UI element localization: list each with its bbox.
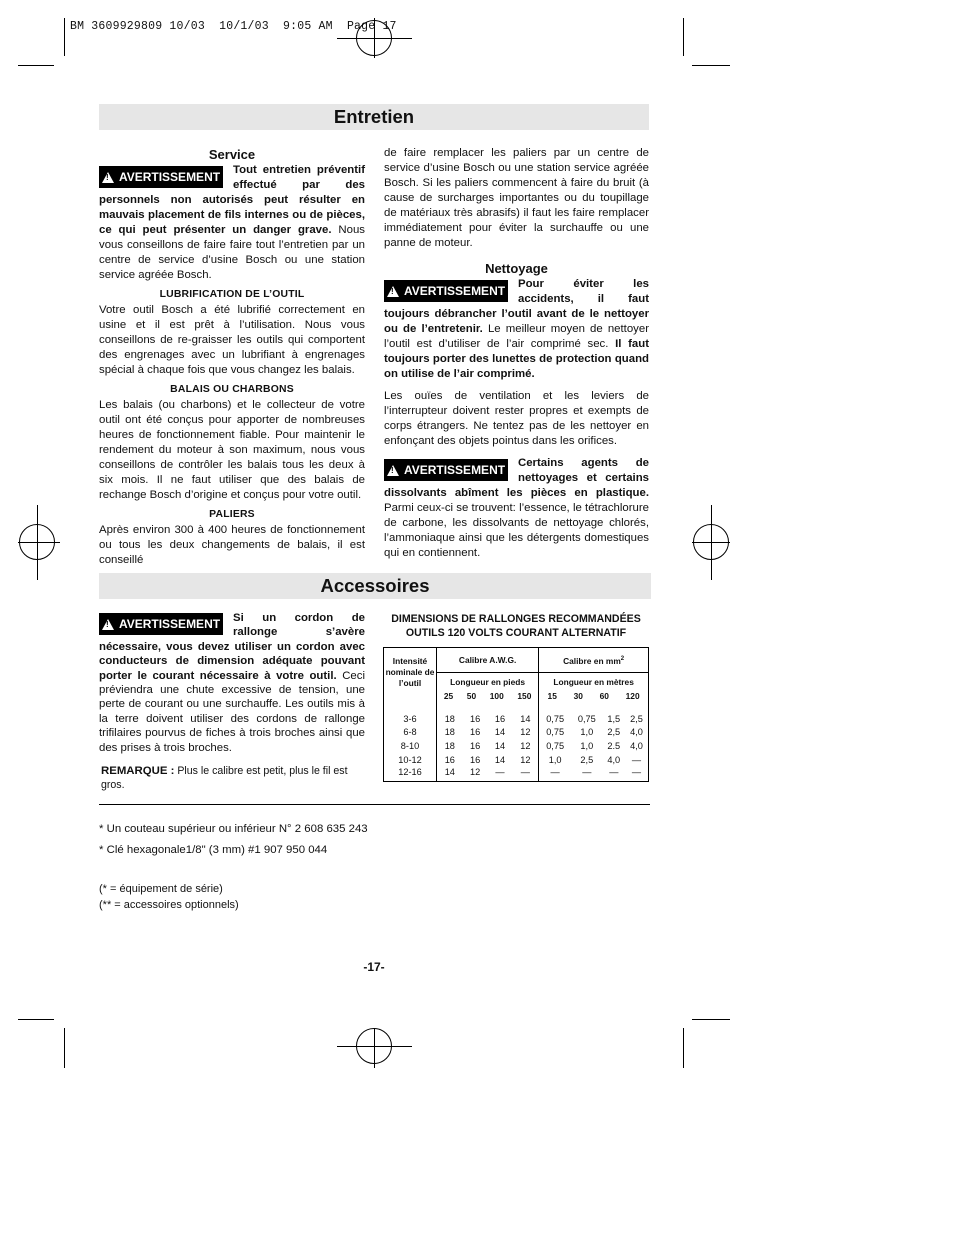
awg-cell: 18: [437, 725, 463, 739]
registration-mark: [356, 20, 392, 56]
crop-mark: [683, 1028, 684, 1068]
mm-cell: 2,5: [580, 754, 594, 765]
meters-header: Longueur en mètres 15 30 60 120: [539, 673, 649, 703]
feet-value: 100: [489, 691, 504, 701]
awg-cell: —: [520, 766, 530, 777]
table-row: [384, 753, 649, 767]
solvent-text: Parmi ceux-ci se trouvent: l’essence, le tétrachlorure de carbone, les dissolvants de nettoyage chlorés, l’ammoniaque ainsi que les détergents domestiques qui en contiennent.: [384, 502, 649, 559]
crop-mark: [692, 1019, 730, 1020]
accessory-item: * Clé hexagonale1/8" (3 mm) #1 907 950 044: [99, 844, 328, 856]
awg-cell: 14: [494, 754, 506, 765]
mm-cell: 4,0: [630, 740, 643, 751]
crop-mark: [692, 65, 730, 66]
mm-cell: —: [631, 766, 642, 777]
awg-cell: 12: [520, 740, 531, 751]
meters-value: 15: [547, 691, 557, 701]
service-heading: Service: [208, 147, 256, 162]
amperage-header: Intensité nominale de l’outil: [385, 656, 435, 688]
meters-value: 60: [599, 691, 609, 701]
crop-mark: [18, 65, 54, 66]
page-number: -17-: [363, 960, 385, 974]
mm-cell: 1,0: [580, 740, 594, 751]
legend-standard: (* = équipement de série): [99, 883, 223, 895]
mm-cell: 2,5: [607, 726, 621, 737]
amperage-cell: 8-10: [400, 740, 420, 751]
nettoyage-vents-text: Les ouïes de ventilation et les leviers de l’interrupteur doivent rester propres et exempts de corps étrangers. Ne tentez pas de les nettoyer en enfonçant des objets pointus dans les orifices.: [384, 390, 649, 447]
accessoires-column: [99, 611, 365, 793]
accessory-item: * Un couteau supérieur ou inférieur N° 2 608 635 243: [99, 823, 368, 835]
mm-cell: 0,75: [539, 703, 571, 725]
awg-cell: 16: [469, 713, 481, 724]
registration-mark: [693, 524, 729, 560]
awg-cell: 16: [469, 754, 481, 765]
table-title-line2: OUTILS 120 VOLTS COURANT ALTERNATIF: [405, 627, 627, 639]
paliers-heading: PALIERS: [209, 509, 255, 520]
section-divider: [99, 804, 650, 805]
table-row: [384, 767, 649, 782]
crop-mark: [64, 18, 65, 56]
extension-cord-table-title: [383, 612, 649, 640]
awg-header: Calibre A.W.G.: [437, 648, 539, 673]
paliers-text: Après environ 300 à 400 heures de fonctionnement ou tous les deux changements de balais, il est conseillé: [99, 524, 365, 566]
feet-value: 150: [517, 691, 532, 701]
mm-cell: 0,75: [577, 713, 596, 724]
awg-cell: 18: [437, 739, 463, 753]
amperage-cell: 6-8: [403, 726, 417, 737]
warning-triangle-icon: [387, 286, 399, 297]
warning-triangle-icon: [387, 465, 399, 476]
warning-triangle-icon: [102, 172, 114, 183]
table-row: [384, 703, 649, 725]
mm-header: Calibre en $mm^2$: [539, 648, 649, 673]
awg-cell: 16: [437, 753, 463, 767]
nettoyage-heading: Nettoyage: [485, 261, 548, 276]
registration-mark: [356, 1028, 392, 1064]
extension-cord-warning-text: Si un cordon de rallonge s’avère nécessaire, vous devez utiliser un cordon avec conducteurs de dimension adéquate pouvant porter le courant nécessaire à votre outil.: [99, 612, 365, 682]
warning-badge: ! AVERTISSEMENT: [384, 280, 508, 302]
awg-cell: 12: [520, 726, 531, 737]
extension-cord-text: Ceci préviendra une chute excessive de tension, une perte de courant ou une surchauffe. Les outils mis à la terre doivent utiliser des cordons de rallonge trifilaires pourvus de fiches à trois broches ainsi que des prises à trois broches.: [99, 669, 365, 754]
awg-cell: 16: [469, 740, 481, 751]
awg-cell: 12: [520, 754, 531, 765]
amperage-cell: 3-6: [403, 713, 417, 724]
awg-cell: 14: [437, 767, 463, 782]
nettoyage-warning-text: Pour éviter les accidents, il faut toujours débrancher l’outil avant de le nettoyer ou de l’entretenir.: [384, 278, 649, 335]
mm-cell: —: [582, 766, 592, 777]
mm-cell: —: [631, 754, 642, 765]
meters-value: 120: [625, 691, 640, 701]
entretien-right-column: [384, 146, 649, 561]
entretien-left-column: [99, 147, 365, 568]
legend-optional: (** = accessoires optionnels): [99, 899, 239, 911]
mm-cell: 2.5: [607, 740, 621, 751]
amperage-cell: 12-16: [398, 766, 422, 777]
table-row: [384, 739, 649, 753]
mm-cell: 0,75: [539, 725, 571, 739]
nettoyage-text: Le meilleur moyen de nettoyer l’outil est d’utiliser de l’air comprimé sec.: [384, 323, 649, 350]
mm-cell: 1,0: [539, 753, 571, 767]
mm-cell: 0,75: [539, 739, 571, 753]
mm-cell: —: [609, 766, 619, 777]
lubrification-text: Votre outil Bosch a été lubrifié correctement en usine et il est prêt à l’utilisation. Nous vous conseillons de re-graisser les outils qui comportent des engrenages avec un lubrifiant à engrenages spécial à chaque fois que vous changez les balais.: [99, 304, 365, 376]
awg-cell: 14: [494, 726, 506, 737]
meters-value: 30: [573, 691, 583, 701]
crop-mark: [64, 1028, 65, 1068]
balais-heading: BALAIS OU CHARBONS: [170, 384, 294, 395]
extension-cord-table: [383, 647, 649, 782]
mm-cell: 1,0: [580, 726, 594, 737]
table-row: [384, 725, 649, 739]
awg-cell: 12: [469, 766, 481, 777]
awg-cell: 16: [494, 713, 506, 724]
paliers-text-continued: de faire remplacer les paliers par un centre de service d’usine Bosch ou une station service agréée Bosch. Si les paliers commencent à faire du bruit (à cause de surcharges importantes ou du toupillage de matériaux très abrasifs) il faut les faire remplacer immédiatement pour éviter la surchauffe ou une panne de moteur.: [384, 147, 649, 249]
service-text: Nous vous conseillons de faire faire tout l’entretien par un centre de service d’usine Bosch ou une station service agréée Bosch.: [99, 224, 365, 281]
warning-badge: ! AVERTISSEMENT: [99, 166, 223, 188]
mm-cell: 2,5: [630, 713, 643, 724]
warning-badge: ! AVERTISSEMENT: [384, 459, 508, 481]
solvent-warning-text: Certains agents de nettoyages et certains dissolvants abîment les pièces en plastique.: [384, 457, 649, 499]
lubrification-heading: LUBRIFICATION DE L’OUTIL: [159, 289, 305, 300]
mm-cell: 1,5: [607, 713, 621, 724]
warning-badge: ! AVERTISSEMENT: [99, 613, 223, 635]
section-title-entretien: Entretien: [99, 104, 649, 130]
registration-mark: [19, 524, 55, 560]
feet-value: 25: [443, 691, 454, 701]
awg-cell: 18: [437, 703, 463, 725]
table-body: [384, 703, 649, 782]
crop-mark: [18, 1019, 54, 1020]
awg-cell: 14: [494, 740, 506, 751]
table-title-line1: DIMENSIONS DE RALLONGES RECOMMANDÉES: [391, 613, 641, 625]
amperage-cell: 10-12: [398, 754, 422, 765]
awg-cell: —: [495, 766, 505, 777]
balais-text: Les balais (ou charbons) et le collecteur de votre outil ont été conçus pour apporter de nombreuses heures de fonctionnement fiable. Pour maintenir le rendement du moteur à son maximum, nous vous conseillons de contrôler les balais tous les deux à six mois. Il ne faut utiliser que des balais de rechange Bosch d’origine et conçus pour votre outil.: [99, 399, 365, 501]
mm-cell: 4,0: [630, 726, 643, 737]
feet-value: 50: [466, 691, 477, 701]
mm-cell: 4,0: [607, 754, 621, 765]
mm-cell: —: [539, 767, 571, 782]
crop-mark: [683, 18, 684, 56]
remark-text: Plus le calibre est petit, plus le fil est gros.: [101, 765, 348, 792]
awg-cell: 16: [469, 726, 481, 737]
feet-header: Longueur en pieds 25 50 100 150: [437, 673, 539, 703]
awg-cell: 14: [520, 713, 531, 724]
section-title-accessoires: Accessoires: [99, 573, 651, 599]
remark-label: REMARQUE :: [101, 765, 175, 778]
warning-triangle-icon: [102, 619, 114, 630]
service-warning-text: Tout entretien préventif effectué par des personnels non autorisés peut résulter en mauvais placement de fils internes ou de pièces, ce qui peut présenter un danger grave.: [99, 164, 365, 236]
nettoyage-goggles-text: Il faut toujours porter des lunettes de protection quand on utilise de l’air comprimé.: [384, 338, 649, 380]
print-slug: BM 3609929809 10/03 10/1/03 9:05 AM Page 17: [70, 20, 397, 33]
